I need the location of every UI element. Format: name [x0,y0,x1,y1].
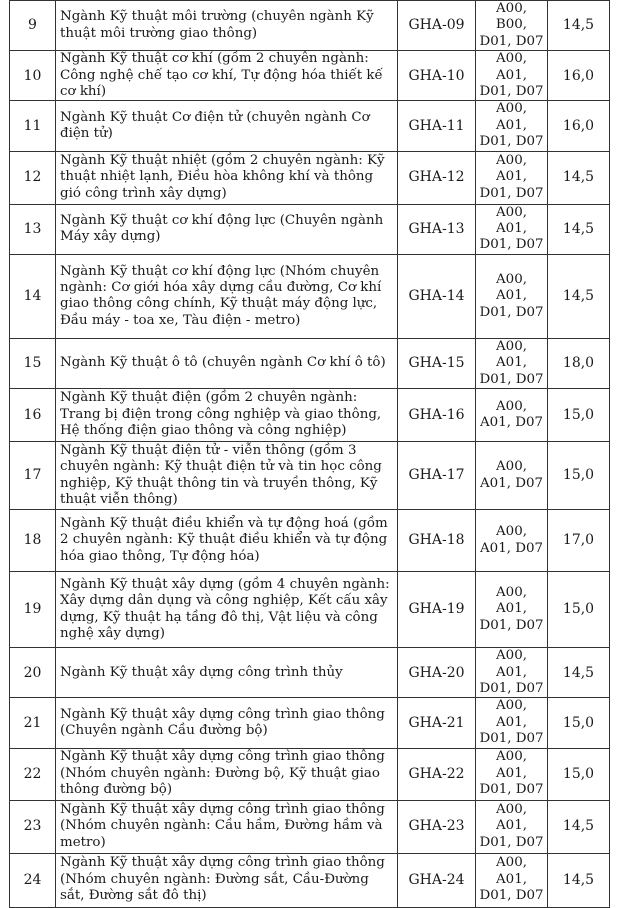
table-row [10,151,610,204]
table-row [10,648,610,698]
row-number: 10 [10,51,56,101]
table-row [10,510,610,572]
benchmark-score: 16,0 [548,51,610,101]
program-name: Ngành Kỹ thuật cơ khí động lực (Chuyên ngành Máy xây dựng) [56,204,398,254]
table-row [10,698,610,748]
table-row [10,853,610,907]
program-name: Ngành Kỹ thuật xây dựng công trình giao thông (Nhóm chuyên ngành: Đường sắt, Cầu-Đường sắt, Đường sắt đô thị) [56,853,398,907]
benchmark-score: 15,0 [548,748,610,800]
row-number: 17 [10,442,56,510]
row-number: 21 [10,698,56,748]
subject-combination: A00, A01, D01, D07 [476,800,548,853]
subject-combination: A00, A01, D01, D07 [476,254,548,338]
program-code: GHA-20 [398,648,476,698]
table-row [10,51,610,101]
subject-combination: A00, A01, D01, D07 [476,748,548,800]
program-name: Ngành Kỹ thuật xây dựng công trình thủy [56,648,398,698]
program-code: GHA-15 [398,338,476,388]
benchmark-score: 15,0 [548,698,610,748]
program-name: Ngành Kỹ thuật môi trường (chuyên ngành Kỹ thuật môi trường giao thông) [56,1,398,51]
program-name: Ngành Kỹ thuật điện tử - viễn thông (gồm 3 chuyên ngành: Kỹ thuật điện tử và tin học công nghiệp, Kỹ thuật thông tin và truyền thông, Kỹ thuật viễn thông) [56,442,398,510]
program-code: GHA-18 [398,510,476,572]
row-number: 19 [10,572,56,648]
benchmark-score: 15,0 [548,389,610,442]
subject-combination: A00, A01, D01, D07 [476,698,548,748]
program-code: GHA-13 [398,204,476,254]
table-row [10,254,610,338]
subject-combination: A00, B00, D01, D07 [476,1,548,51]
row-number: 16 [10,389,56,442]
table-row [10,101,610,151]
table-row [10,442,610,510]
row-number: 14 [10,254,56,338]
subject-combination: A00, A01, D01, D07 [476,853,548,907]
program-code: GHA-22 [398,748,476,800]
benchmark-score: 15,0 [548,572,610,648]
table-row [10,748,610,800]
row-number: 22 [10,748,56,800]
program-code: GHA-16 [398,389,476,442]
program-name: Ngành Kỹ thuật ô tô (chuyên ngành Cơ khí ô tô) [56,338,398,388]
subject-combination: A00, A01, D07 [476,389,548,442]
program-code: GHA-23 [398,800,476,853]
benchmark-score: 14,5 [548,1,610,51]
program-code: GHA-11 [398,101,476,151]
benchmark-score: 14,5 [548,151,610,204]
table-body [10,1,610,908]
benchmark-score: 17,0 [548,510,610,572]
program-code: GHA-17 [398,442,476,510]
row-number: 15 [10,338,56,388]
row-number: 13 [10,204,56,254]
row-number: 11 [10,101,56,151]
benchmark-score: 14,5 [548,254,610,338]
program-name: Ngành Kỹ thuật cơ khí (gồm 2 chuyên ngành: Công nghệ chế tạo cơ khí, Tự động hóa thiết kế cơ khí) [56,51,398,101]
program-code: GHA-21 [398,698,476,748]
program-code: GHA-09 [398,1,476,51]
program-name: Ngành Kỹ thuật xây dựng công trình giao thông (Nhóm chuyên ngành: Đường bộ, Kỹ thuật giao thông đường bộ) [56,748,398,800]
subject-combination: A00, A01, D07 [476,510,548,572]
program-name: Ngành Kỹ thuật Cơ điện tử (chuyên ngành Cơ điện tử) [56,101,398,151]
row-number: 9 [10,1,56,51]
program-name: Ngành Kỹ thuật nhiệt (gồm 2 chuyên ngành: Kỹ thuật nhiệt lạnh, Điều hòa không khí và thông gió công trình xây dựng) [56,151,398,204]
row-number: 20 [10,648,56,698]
program-name: Ngành Kỹ thuật điện (gồm 2 chuyên ngành: Trang bị điện trong công nghiệp và giao thông, Hệ thống điện giao thông và công nghiệp) [56,389,398,442]
document-page [9,0,609,908]
table-row [10,389,610,442]
program-code: GHA-19 [398,572,476,648]
subject-combination: A00, A01, D01, D07 [476,648,548,698]
benchmark-score: 18,0 [548,338,610,388]
benchmark-score: 15,0 [548,442,610,510]
subject-combination: A00, A01, D01, D07 [476,572,548,648]
table-row [10,800,610,853]
subject-combination: A00, A01, D01, D07 [476,51,548,101]
benchmark-score: 14,5 [548,204,610,254]
benchmark-score: 16,0 [548,101,610,151]
program-name: Ngành Kỹ thuật điều khiển và tự động hoá (gồm 2 chuyên ngành: Kỹ thuật điều khiển và tự động hóa giao thông, Tự động hóa) [56,510,398,572]
row-number: 24 [10,853,56,907]
subject-combination: A00, A01, D07 [476,442,548,510]
subject-combination: A00, A01, D01, D07 [476,204,548,254]
program-name: Ngành Kỹ thuật xây dựng công trình giao thông (Chuyên ngành Cầu đường bộ) [56,698,398,748]
row-number: 12 [10,151,56,204]
table-row [10,338,610,388]
table-row [10,1,610,51]
program-code: GHA-14 [398,254,476,338]
benchmark-score: 14,5 [548,648,610,698]
program-name: Ngành Kỹ thuật xây dựng công trình giao thông (Nhóm chuyên ngành: Cầu hầm, Đường hầm và metro) [56,800,398,853]
benchmark-score: 14,5 [548,853,610,907]
row-number: 23 [10,800,56,853]
program-name: Ngành Kỹ thuật cơ khí động lực (Nhóm chuyên ngành: Cơ giới hóa xây dựng cầu đường, Cơ khí giao thông công chính, Kỹ thuật máy động lực, Đầu máy - toa xe, Tàu điện - metro) [56,254,398,338]
table-row [10,204,610,254]
program-code: GHA-24 [398,853,476,907]
subject-combination: A00, A01, D01, D07 [476,101,548,151]
row-number: 18 [10,510,56,572]
table-row [10,572,610,648]
benchmark-score: 14,5 [548,800,610,853]
admission-table [9,0,610,908]
subject-combination: A00, A01, D01, D07 [476,151,548,204]
program-name: Ngành Kỹ thuật xây dựng (gồm 4 chuyên ngành: Xây dựng dân dụng và công nghiệp, Kết cấu xây dựng, Kỹ thuật hạ tầng đô thị, Vật liệu và công nghệ xây dựng) [56,572,398,648]
program-code: GHA-10 [398,51,476,101]
program-code: GHA-12 [398,151,476,204]
subject-combination: A00, A01, D01, D07 [476,338,548,388]
